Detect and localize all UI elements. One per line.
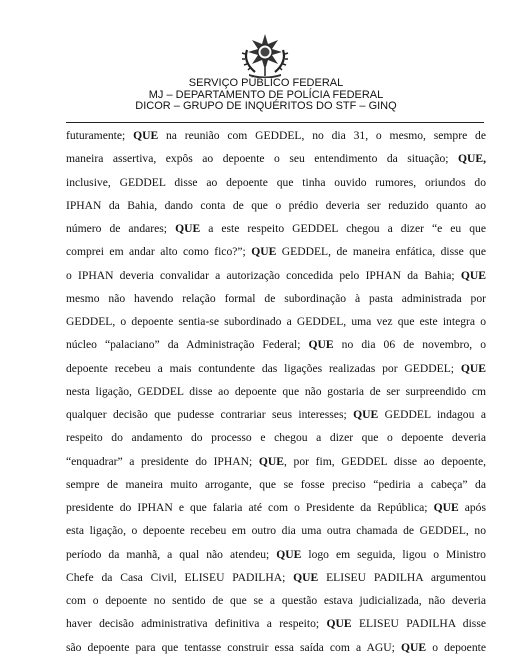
text-run: no dia 06 de novembro, o <box>333 338 486 352</box>
text-run: ELISEU PADILHA argumentou <box>318 570 486 584</box>
text-run: núcleo “palaciano” da Administração Federal; <box>66 338 309 352</box>
text-run: maneira assertiva, expôs ao depoente o seu entendimento da situação; <box>66 152 458 166</box>
text-run: o depoente <box>426 640 486 654</box>
text-run: após <box>458 501 486 514</box>
text-line <box>66 171 486 194</box>
header-line-3: DICOR – GRUPO DE INQUÉRITOS DO STF – GINQ <box>135 100 397 112</box>
text-run: respeito do andamento do processo e chegou a dizer que o depoente deveria <box>66 431 486 445</box>
bold-keyword: QUE, <box>457 152 486 166</box>
text-line <box>66 333 486 356</box>
text-run: GEDDEL indagou a <box>378 408 486 421</box>
text-line <box>66 496 486 519</box>
text-line <box>66 287 486 310</box>
bold-keyword: QUE <box>353 408 379 421</box>
text-run: logo em seguida, ligou o Ministro <box>301 547 486 561</box>
text-run: haver decisão administrativa definitiva a respeito; <box>66 617 327 631</box>
text-line <box>66 519 486 542</box>
bold-keyword: QUE <box>175 222 201 235</box>
text-line <box>66 403 486 426</box>
text-run: inclusive, GEDDEL disse ao depoente que tinha ouvido rumores, oriundos do <box>66 175 486 189</box>
text-run: ELISEU PADILHA disse <box>351 617 486 631</box>
bold-keyword: QUE <box>308 338 334 352</box>
text-run: com o depoente no sentido de que se a questão estava judicializada, não deveria <box>66 594 486 607</box>
bold-keyword: QUE <box>460 361 486 375</box>
bold-keyword: QUE <box>276 547 302 561</box>
text-line <box>66 194 486 217</box>
text-line <box>66 543 486 566</box>
text-run: GEDDEL, de maneira enfática, disse que <box>276 245 486 259</box>
text-line <box>66 636 486 659</box>
header-line-1: SERVIÇO PÚBLICO FEDERAL <box>188 77 344 89</box>
text-run: “enquadrar” a presidente do IPHAN; <box>66 454 259 468</box>
text-run: sempre de maneira muito arrogante, que se fosse preciso “pediria a cabeça” da <box>66 477 486 491</box>
bold-keyword: QUE <box>133 129 159 142</box>
text-run: presidente do IPHAN e que falaria até com o Presidente da República; <box>66 501 434 514</box>
bold-keyword: QUE <box>251 245 277 259</box>
text-run: comprei em andar alto como fico?”; <box>66 245 252 259</box>
text-run: Chefe da Casa Civil, ELISEU PADILHA; <box>66 570 294 584</box>
text-run: depoente recebeu a mais contundente das ligações realizadas por GEDDEL; <box>66 361 461 375</box>
text-run: futuramente; <box>66 129 134 142</box>
text-run: a este respeito GEDDEL chegou a dizer “e eu que <box>200 222 486 235</box>
text-line <box>66 612 486 635</box>
bold-keyword: QUE <box>258 454 284 468</box>
text-line <box>66 147 486 170</box>
text-run: GEDDEL, o depoente sentia-se subordinado a GEDDEL, uma vez que este integra o <box>66 315 486 328</box>
bold-keyword: QUE <box>326 617 352 631</box>
text-line <box>66 566 486 589</box>
document-header <box>0 78 532 113</box>
text-run: , por fim, GEDDEL disse ao depoente, <box>284 454 486 468</box>
text-run: mesmo não havendo relação formal de subordinação à pasta administrada por <box>66 291 486 305</box>
text-line <box>66 426 486 449</box>
text-run: IPHAN da Bahia, dando conta de que o prédio deveria ser reduzido quanto ao <box>66 198 486 212</box>
text-line <box>66 310 486 333</box>
text-line <box>66 380 486 403</box>
text-run: na reunião com GEDDEL, no dia 31, o mesmo, sempre de <box>158 129 486 142</box>
document-body <box>66 124 486 659</box>
bold-keyword: QUE <box>433 501 459 514</box>
text-run: número de andares; <box>66 222 176 235</box>
text-run: qualquer decisão que pudesse contrariar seus interesses; <box>66 408 354 421</box>
bold-keyword: QUE <box>460 268 486 282</box>
text-run: esta ligação, o depoente recebeu em outro dia uma outra chamada de GEDDEL, no <box>66 524 486 538</box>
text-line <box>66 240 486 263</box>
text-line <box>66 450 486 473</box>
text-line <box>66 217 486 240</box>
header-divider <box>66 122 484 123</box>
text-line <box>66 473 486 496</box>
bold-keyword: QUE <box>401 640 427 654</box>
text-line <box>66 589 486 612</box>
text-run: período da manhã, a qual não atendeu; <box>66 547 277 561</box>
text-run: nesta ligação, GEDDEL disse ao depoente que não gostaria de ser surpreendido cm <box>66 384 486 398</box>
header-line-2: MJ – DEPARTAMENTO DE POLÍCIA FEDERAL <box>148 88 384 101</box>
text-line <box>66 357 486 380</box>
text-run: são depoente para que tentasse construir essa saída com a AGU; <box>66 640 402 654</box>
text-line <box>66 264 486 287</box>
text-run: o IPHAN deveria convalidar a autorização concedida pelo IPHAN da Bahia; <box>66 268 461 282</box>
brazil-coat-of-arms-icon <box>237 32 293 78</box>
text-line <box>66 124 486 147</box>
bold-keyword: QUE <box>293 570 319 584</box>
